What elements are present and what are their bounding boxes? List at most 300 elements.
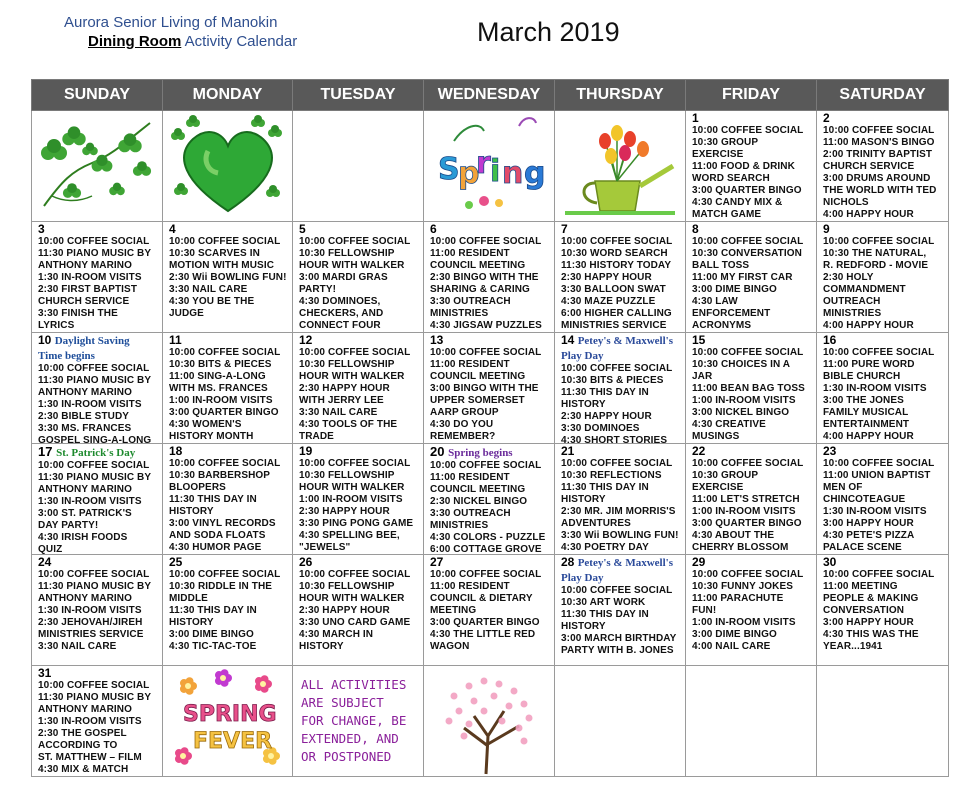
activity-item: 3:00 DIME BINGO: [169, 629, 254, 640]
activity-item: COUNCIL & DIETARY: [430, 593, 533, 604]
day-cell-28: [555, 555, 686, 666]
day-number: [424, 555, 554, 569]
weekday-header-row: [32, 80, 949, 111]
day-cell-14: [555, 333, 686, 444]
activity-item: 11:30 PIANO MUSIC BY: [38, 692, 152, 703]
activity-item: MINISTRIES: [430, 520, 489, 531]
disclaimer-line: OR POSTPONED: [301, 749, 392, 764]
activity-item: 4:00 HAPPY HOUR: [823, 431, 914, 442]
activity-item: 3:00 BINGO WITH THE: [430, 383, 539, 394]
activity-item: 10:00 COFFEE SOCIAL: [823, 458, 935, 469]
activity-item: 3:30 MS. FRANCES: [38, 423, 132, 434]
activity-list: [817, 236, 948, 332]
day-number: [555, 222, 685, 236]
day-number: [817, 444, 948, 458]
activity-item: R. REDFORD - MOVIE: [823, 260, 929, 271]
activity-item: 4:30 LAW: [692, 296, 738, 307]
day-number: [555, 444, 685, 458]
activity-item: CHERRY BLOSSOM: [692, 542, 789, 553]
decorative-image-cell: [163, 111, 293, 222]
organization-name: Aurora Senior Living of Manokin: [64, 14, 278, 31]
day-observance-note-line2: [555, 348, 685, 363]
activity-item: 4:30 TIC-TAC-TOE: [169, 641, 257, 652]
activity-item: JUDGE: [169, 308, 204, 319]
activity-item: 1:30 IN-ROOM VISITS: [823, 506, 927, 517]
activity-item: 11:30 THIS DAY IN: [561, 609, 649, 620]
activity-item: CHURCH SERVICE: [38, 296, 130, 307]
day-number-value: 25: [169, 555, 183, 569]
activity-item: 4:30 DOMINOES,: [299, 296, 381, 307]
activity-item: 10:30 FELLOWSHIP: [299, 248, 395, 259]
activity-item: TRADE: [299, 431, 334, 442]
calendar-week-row: [32, 555, 949, 666]
activity-item: WITH MS. FRANCES: [169, 383, 268, 394]
activity-item: 11:00 MY FIRST CAR: [692, 272, 793, 283]
activity-item: 4:30 JIGSAW PUZZLES: [430, 320, 542, 331]
activity-item: THE WORLD WITH TED: [823, 185, 937, 196]
activity-item: 2:30 BINGO WITH THE: [430, 272, 539, 283]
day-number: [686, 111, 816, 125]
activity-item: CONNECT FOUR: [299, 320, 381, 331]
activity-list: [293, 236, 423, 332]
activity-item: HOUR WITH WALKER: [299, 482, 405, 493]
activity-item: 10:30 CHOICES IN A: [692, 359, 791, 370]
activity-item: 10:30 FELLOWSHIP: [299, 581, 395, 592]
activity-item: 10:30 GROUP: [692, 137, 759, 148]
activity-list: [293, 458, 423, 554]
activity-list: [555, 458, 685, 554]
activity-item: HISTORY: [299, 641, 344, 652]
weekday-tuesday: TUESDAY: [293, 80, 424, 111]
month-title: March 2019: [477, 17, 620, 47]
empty-cell: [293, 111, 424, 222]
activity-item: HISTORY: [169, 506, 214, 517]
activity-item: MINISTRIES: [823, 308, 882, 319]
day-number-value: 7: [561, 222, 568, 236]
activity-item: 11:30 THIS DAY IN: [561, 482, 649, 493]
activity-item: HISTORY: [561, 494, 606, 505]
activity-item: ADVENTURES: [561, 518, 631, 529]
activity-item: ACRONYMS: [692, 320, 752, 331]
activity-item: OUTREACH: [823, 296, 881, 307]
day-observance-note-text: Play Day: [561, 350, 604, 362]
blossom-tree-image: [424, 666, 554, 776]
activity-item: COUNCIL MEETING: [430, 260, 526, 271]
activity-item: 11:30 PIANO MUSIC BY: [38, 472, 152, 483]
day-number: [293, 555, 423, 569]
dining-room-label: Dining Room: [88, 33, 182, 50]
activity-list: [817, 347, 948, 443]
activity-item: 2:30 HAPPY HOUR: [561, 272, 652, 283]
day-number-value: 23: [823, 444, 837, 458]
weekday-wednesday: WEDNESDAY: [424, 80, 555, 111]
day-cell-10: [32, 333, 163, 444]
day-cell-30: [817, 555, 949, 666]
activity-item: 3:30 FINISH THE: [38, 308, 118, 319]
activity-item: BIBLE CHURCH: [823, 371, 901, 382]
activity-list: [424, 569, 554, 653]
activity-item: 3:00 MARDI GRAS: [299, 272, 388, 283]
day-cell-16: [817, 333, 949, 444]
activity-item: MINISTRIES SERVICE: [561, 320, 667, 331]
day-cell-8: [686, 222, 817, 333]
activity-item: 11:00 PARACHUTE: [692, 593, 784, 604]
activity-item: 4:30 COLORS - PUZZLE: [430, 532, 546, 543]
activity-item: 10:00 COFFEE SOCIAL: [692, 236, 804, 247]
activity-item: COUNCIL MEETING: [430, 484, 526, 495]
activity-item: 2:30 JEHOVAH/JIREH: [38, 617, 143, 628]
activity-item: 2:30 FIRST BAPTIST: [38, 284, 138, 295]
day-number-value: 12: [299, 333, 313, 347]
activity-item: 11:30 THIS DAY IN: [169, 605, 257, 616]
day-observance-note-text: Time begins: [38, 350, 95, 362]
calendar-week-row: [32, 444, 949, 555]
activity-item: MINISTRIES SERVICE: [38, 629, 144, 640]
day-cell-27: [424, 555, 555, 666]
activity-item: 10:30 RIDDLE IN THE: [169, 581, 273, 592]
activity-item: 10:00 COFFEE SOCIAL: [692, 347, 804, 358]
day-observance-note-line2: [32, 348, 162, 363]
activity-item: 3:30 BALLOON SWAT: [561, 284, 666, 295]
activity-item: 11:30 THIS DAY IN: [169, 494, 257, 505]
day-observance-note: St. Patrick's Day: [56, 447, 136, 459]
svg-text:n: n: [502, 156, 524, 191]
activity-item: 10:00 COFFEE SOCIAL: [561, 585, 673, 596]
activity-item: 11:30 PIANO MUSIC BY: [38, 375, 152, 386]
activity-item: ANTHONY MARINO: [38, 593, 132, 604]
day-number: [686, 222, 816, 236]
activity-item: 1:30 IN-ROOM VISITS: [38, 496, 142, 507]
day-number-value: 18: [169, 444, 183, 458]
shamrock-vine-image: [32, 111, 162, 221]
activity-item: 6:00 HIGHER CALLING: [561, 308, 672, 319]
activity-list: [817, 125, 948, 221]
activities-disclaimer: [293, 666, 423, 766]
day-number-value: 24: [38, 555, 52, 569]
activity-item: 3:00 DRUMS AROUND: [823, 173, 931, 184]
activity-item: 1:30 IN-ROOM VISITS: [38, 716, 142, 727]
activity-item: WORD SEARCH: [692, 173, 770, 184]
activity-item: HISTORY: [169, 617, 214, 628]
activity-item: 3:00 QUARTER BINGO: [169, 407, 279, 418]
day-number-value: 16: [823, 333, 837, 347]
activity-item: GOSPEL SING-A-LONG: [38, 435, 152, 443]
activity-item: 10:00 COFFEE SOCIAL: [692, 458, 804, 469]
activity-list: [817, 458, 948, 554]
activity-item: 1:30 IN-ROOM VISITS: [38, 272, 142, 283]
activity-item: ANTHONY MARINO: [38, 484, 132, 495]
activity-item: 3:00 VINYL RECORDS: [169, 518, 276, 529]
activity-item: 11:00 RESIDENT: [430, 581, 510, 592]
activity-item: 10:00 COFFEE SOCIAL: [38, 236, 150, 247]
weekday-saturday: SATURDAY: [817, 80, 949, 111]
activity-item: 10:00 COFFEE SOCIAL: [38, 363, 150, 374]
weekday-sunday: SUNDAY: [32, 80, 163, 111]
svg-text:r: r: [476, 146, 491, 181]
activity-item: 3:30 Wii BOWLING FUN!: [561, 530, 679, 541]
activity-item: 3:30 OUTREACH: [430, 296, 511, 307]
activity-item: PALACE SCENE: [823, 542, 902, 553]
day-cell-21: [555, 444, 686, 555]
activity-item: 6:00 COTTAGE GROVE: [430, 544, 542, 554]
day-cell-4: [163, 222, 293, 333]
day-cell-9: [817, 222, 949, 333]
calendar-subtitle: [88, 33, 297, 50]
activity-item: 10:00 COFFEE SOCIAL: [430, 569, 542, 580]
activity-item: DAY PARTY!: [38, 520, 99, 531]
day-number: [424, 222, 554, 236]
shamrock-heart-image: [163, 111, 292, 221]
activity-item: LYRICS: [38, 320, 75, 331]
decorative-image-cell: [163, 666, 293, 777]
activity-item: HISTORY: [561, 399, 606, 410]
activity-item: 10:00 COFFEE SOCIAL: [38, 680, 150, 691]
activity-item: 10:00 COFFEE SOCIAL: [692, 569, 804, 580]
day-cell-2: [817, 111, 949, 222]
activity-item: 4:30 MARCH IN: [299, 629, 374, 640]
activity-item: MEN OF: [823, 482, 863, 493]
activity-item: 11:00 LET'S STRETCH: [692, 494, 800, 505]
day-number: [817, 111, 948, 125]
activity-item: 10:30 FELLOWSHIP: [299, 470, 395, 481]
day-number-value: 15: [692, 333, 706, 347]
activity-list: [686, 125, 816, 221]
day-number: [817, 555, 948, 569]
day-number-value: 22: [692, 444, 706, 458]
activity-item: 4:30 MAZE PUZZLE: [561, 296, 656, 307]
activity-item: 11:00 RESIDENT: [430, 472, 510, 483]
activity-item: ST. MATTHEW – FILM: [38, 752, 142, 763]
day-observance-note: Daylight Saving: [54, 335, 130, 347]
activity-item: CHECKERS, AND: [299, 308, 384, 319]
activity-list: [163, 347, 292, 443]
activity-item: PARTY!: [299, 284, 337, 295]
day-number-value: 1: [692, 111, 699, 125]
activity-list: [293, 347, 423, 443]
activity-list: [686, 347, 816, 443]
activity-item: ENTERTAINMENT: [823, 419, 910, 430]
weekday-monday: MONDAY: [163, 80, 293, 111]
activity-item: 3:00 MARCH BIRTHDAY: [561, 633, 677, 644]
day-number-value: 14: [561, 333, 575, 347]
activity-item: 4:30 CANDY MIX &: [692, 197, 783, 208]
activity-item: MINISTRIES: [430, 308, 489, 319]
day-number: [163, 444, 292, 458]
activity-item: 2:30 HAPPY HOUR: [561, 411, 652, 422]
day-number: [817, 222, 948, 236]
activity-item: 3:00 QUARTER BINGO: [692, 518, 802, 529]
svg-text:FEVER: FEVER: [193, 729, 273, 754]
activity-item: 2:30 HOLY: [823, 272, 874, 283]
activity-list: [555, 585, 685, 657]
subtitle-rest: Activity Calendar: [181, 33, 298, 50]
activity-item: 10:30 ART WORK: [561, 597, 646, 608]
calendar-week-row: [32, 333, 949, 444]
decorative-image-cell: [424, 666, 555, 777]
svg-text:SPRING: SPRING: [183, 702, 277, 727]
activity-item: 10:00 COFFEE SOCIAL: [430, 460, 542, 471]
activity-item: 2:30 NICKEL BINGO: [430, 496, 528, 507]
empty-cell: [817, 666, 949, 777]
day-number: [293, 333, 423, 347]
day-cell-22: [686, 444, 817, 555]
day-cell-24: [32, 555, 163, 666]
activity-list: [555, 363, 685, 443]
day-observance-note: Petey's & Maxwell's: [577, 335, 674, 347]
activity-item: 11:00 MASON'S BINGO: [823, 137, 935, 148]
activity-list: [424, 347, 554, 443]
day-number-value: 21: [561, 444, 575, 458]
day-number: [32, 333, 162, 348]
activity-item: 4:30 TOOLS OF THE: [299, 419, 398, 430]
activity-item: 10:00 COFFEE SOCIAL: [561, 363, 673, 374]
activity-item: AARP GROUP: [430, 407, 499, 418]
day-number: [32, 555, 162, 569]
day-number-value: 9: [823, 222, 830, 236]
activity-item: PARTY WITH B. JONES: [561, 645, 674, 656]
activity-item: CHURCH SERVICE: [823, 161, 915, 172]
activity-item: ANTHONY MARINO: [38, 704, 132, 715]
day-cell-3: [32, 222, 163, 333]
day-number-value: 30: [823, 555, 837, 569]
activity-item: 2:30 THE GOSPEL: [38, 728, 127, 739]
svg-text:g: g: [524, 156, 546, 191]
decorative-image-cell: [424, 111, 555, 222]
activity-list: [32, 460, 162, 554]
weekday-thursday: THURSDAY: [555, 80, 686, 111]
day-number: [555, 333, 685, 348]
disclaimer-line: EXTENDED, AND: [301, 731, 399, 746]
activity-item: 3:30 NAIL CARE: [299, 407, 378, 418]
empty-cell: [686, 666, 817, 777]
activity-item: 10:30 CONVERSATION: [692, 248, 802, 259]
activity-item: 1:30 IN-ROOM VISITS: [38, 399, 142, 410]
day-number-value: 28: [561, 555, 575, 569]
activity-item: FAMILY MUSICAL: [823, 407, 909, 418]
day-cell-26: [293, 555, 424, 666]
activity-item: 1:00 IN-ROOM VISITS: [692, 395, 796, 406]
svg-text:i: i: [490, 154, 501, 189]
activity-list: [32, 569, 162, 653]
day-number-value: 6: [430, 222, 437, 236]
day-cell-20: [424, 444, 555, 555]
disclaimer-cell: [293, 666, 424, 777]
day-number-value: 2: [823, 111, 830, 125]
activity-item: MEETING: [430, 605, 477, 616]
day-number: [32, 444, 162, 460]
activity-item: UPPER SOMERSET: [430, 395, 525, 406]
activity-item: 4:30 PETE'S PIZZA: [823, 530, 915, 541]
decorative-image-cell: [555, 111, 686, 222]
day-number-value: 17: [38, 444, 53, 459]
activity-item: 2:30 HAPPY HOUR: [299, 506, 390, 517]
activity-item: QUIZ: [38, 544, 63, 554]
decorative-image-cell: [32, 111, 163, 222]
day-cell-7: [555, 222, 686, 333]
activity-item: 1:00 IN-ROOM VISITS: [692, 617, 796, 628]
activity-item: 10:00 COFFEE SOCIAL: [169, 458, 281, 469]
activity-item: 2:30 Wii BOWLING FUN!: [169, 272, 287, 283]
activity-item: 10:30 BITS & PIECES: [561, 375, 664, 386]
activity-item: 10:00 COFFEE SOCIAL: [692, 125, 804, 136]
day-number: [163, 555, 292, 569]
day-observance-note-line2: [555, 570, 685, 585]
tulip-watering-can-image: [555, 111, 685, 221]
activity-item: "JEWELS": [299, 542, 351, 553]
activity-item: 10:00 COFFEE SOCIAL: [38, 569, 150, 580]
svg-text:S: S: [438, 152, 460, 187]
day-cell-1: [686, 111, 817, 222]
activity-item: 4:30 THIS WAS THE: [823, 629, 919, 640]
activity-item: CHINCOTEAGUE: [823, 494, 906, 505]
day-number-value: 11: [169, 333, 182, 347]
activity-item: 2:30 MR. JIM MORRIS'S: [561, 506, 676, 517]
day-number-value: 3: [38, 222, 45, 236]
activity-item: 11:00 SING-A-LONG: [169, 371, 266, 382]
activity-item: 4:00 HAPPY HOUR: [823, 209, 914, 220]
activity-item: 11:30 HISTORY TODAY: [561, 260, 672, 271]
day-number-value: 27: [430, 555, 444, 569]
activity-item: HOUR WITH WALKER: [299, 593, 405, 604]
activity-item: 1:30 IN-ROOM VISITS: [38, 605, 142, 616]
activity-list: [163, 236, 292, 320]
day-cell-19: [293, 444, 424, 555]
activity-item: 10:00 COFFEE SOCIAL: [169, 347, 281, 358]
day-cell-13: [424, 333, 555, 444]
day-number-value: 19: [299, 444, 313, 458]
activity-item: 4:30 DO YOU: [430, 419, 494, 430]
activity-list: [163, 569, 292, 653]
activity-item: EXERCISE: [692, 149, 744, 160]
activity-item: YEAR...1941: [823, 641, 883, 652]
day-observance-note: Spring begins: [448, 447, 513, 459]
calendar-week-row: [32, 111, 949, 222]
day-cell-31: [32, 666, 163, 777]
activity-item: BLOOPERS: [169, 482, 226, 493]
disclaimer-line: FOR CHANGE, BE: [301, 713, 407, 728]
day-cell-15: [686, 333, 817, 444]
activity-list: [32, 236, 162, 332]
day-number: [424, 444, 554, 460]
day-number: [293, 444, 423, 458]
disclaimer-line: ARE SUBJECT: [301, 695, 384, 710]
day-cell-5: [293, 222, 424, 333]
activity-item: 3:00 HAPPY HOUR: [823, 617, 914, 628]
activity-item: 11:30 PIANO MUSIC BY: [38, 581, 152, 592]
activity-item: 10:00 COFFEE SOCIAL: [823, 236, 935, 247]
activity-item: 11:00 BEAN BAG TOSS: [692, 383, 805, 394]
activity-item: 1:00 IN-ROOM VISITS: [169, 395, 273, 406]
day-cell-25: [163, 555, 293, 666]
weekday-friday: FRIDAY: [686, 80, 817, 111]
activity-item: AND SODA FLOATS: [169, 530, 266, 541]
day-number-value: 5: [299, 222, 306, 236]
activity-item: 4:30 ABOUT THE: [692, 530, 775, 541]
activity-item: 11:00 MEETING: [823, 581, 898, 592]
activity-item: HOUR WITH WALKER: [299, 260, 405, 271]
activity-item: 10:30 WORD SEARCH: [561, 248, 668, 259]
activity-list: [424, 236, 554, 332]
activity-item: 3:00 ST. PATRICK'S: [38, 508, 132, 519]
activity-item: 11:00 PURE WORD: [823, 359, 915, 370]
activity-list: [32, 680, 162, 776]
day-number-value: 26: [299, 555, 313, 569]
day-observance-note-text: Play Day: [561, 572, 604, 584]
activity-item: 4:00 NAIL CARE: [692, 641, 771, 652]
day-number: [686, 444, 816, 458]
activity-item: MIDDLE: [169, 593, 208, 604]
activity-item: 10:00 COFFEE SOCIAL: [561, 458, 673, 469]
